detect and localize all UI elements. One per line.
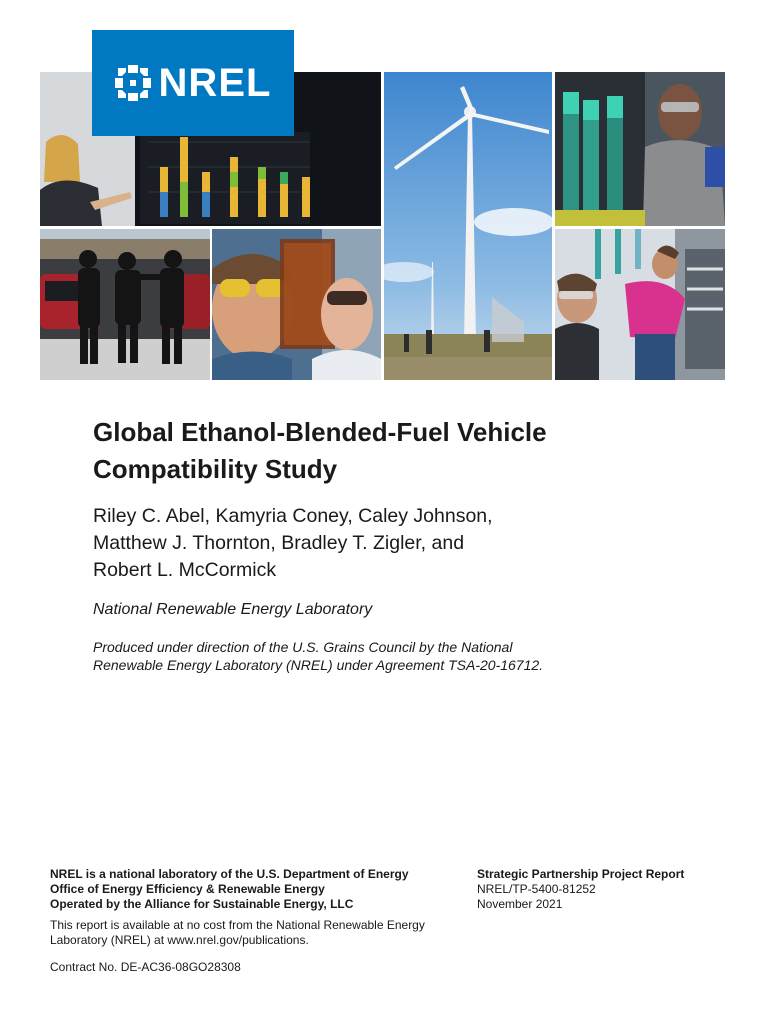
- report-type: Strategic Partnership Project Report: [477, 867, 685, 881]
- report-title-line: Compatibility Study: [93, 454, 338, 484]
- footer-lab-line: NREL is a national laboratory of the U.S. Department of Energy: [50, 867, 409, 881]
- author-list: [93, 503, 653, 584]
- lab-test-tubes-photo: [555, 72, 725, 226]
- availability-line: Laboratory (NREL) at www.nrel.gov/publications.: [50, 933, 309, 947]
- contract-number: Contract No. DE-AC36-08GO28308: [50, 960, 241, 974]
- nrel-logo: [92, 30, 294, 136]
- footer-report-info: [477, 867, 727, 912]
- nrel-logo-mark-icon: [115, 65, 151, 101]
- author-line: Matthew J. Thornton, Bradley T. Zigler, and: [93, 532, 465, 554]
- produced-under-note: [93, 638, 693, 674]
- produced-line: Produced under direction of the U.S. Grains Council by the National: [93, 639, 513, 655]
- people-with-cars-photo: [40, 229, 210, 380]
- footer-lab-info: [50, 867, 460, 975]
- report-number: NREL/TP-5400-81252: [477, 882, 596, 896]
- nrel-logo-text: NREL: [158, 60, 272, 105]
- wind-turbine-photo: [384, 72, 552, 380]
- author-line: Riley C. Abel, Kamyria Coney, Caley Johnson,: [93, 505, 493, 527]
- produced-line: Renewable Energy Laboratory (NREL) under Agreement TSA-20-16712.: [93, 657, 544, 673]
- lab-equipment-photo: [555, 229, 725, 380]
- author-line: Robert L. McCormick: [93, 559, 277, 581]
- report-date: November 2021: [477, 897, 563, 911]
- footer-operator-line: Operated by the Alliance for Sustainable Energy, LLC: [50, 897, 354, 911]
- solar-cell-selfie-photo: [212, 229, 381, 380]
- organization-name: National Renewable Energy Laboratory: [93, 601, 373, 618]
- availability-line: This report is available at no cost from the National Renewable Energy: [50, 918, 425, 932]
- report-title: [93, 414, 693, 488]
- footer-office-line: Office of Energy Efficiency & Renewable Energy: [50, 882, 325, 896]
- availability-note: [50, 918, 460, 948]
- report-title-line: Global Ethanol-Blended-Fuel Vehicle: [93, 417, 547, 447]
